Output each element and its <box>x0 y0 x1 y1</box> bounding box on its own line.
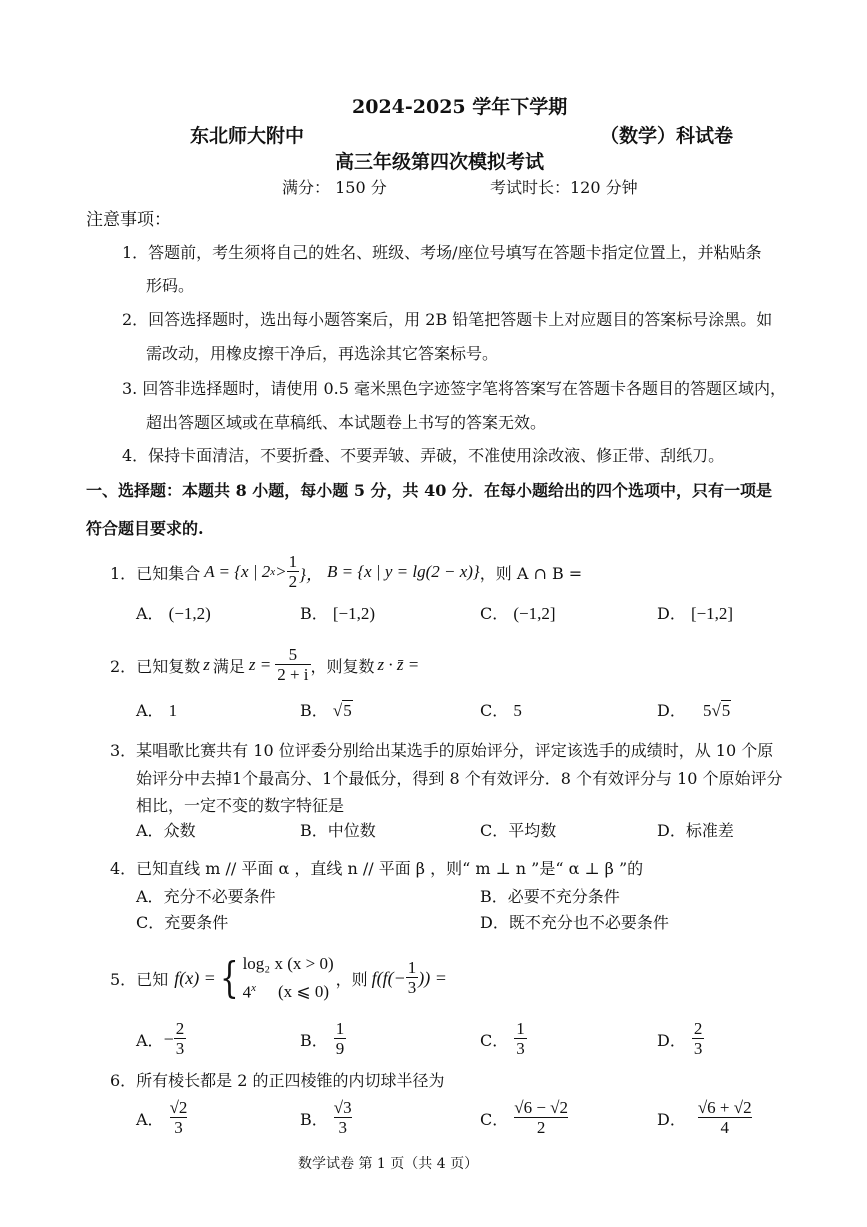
case-1: log₂ x (x > 0) <box>242 953 334 973</box>
notice-item-1-cont: 形码。 <box>146 276 195 295</box>
option-label: A． <box>136 1109 164 1129</box>
option-c <box>480 1014 527 1064</box>
question-number: 2． <box>110 656 137 676</box>
question-number: 5． <box>110 969 137 989</box>
denominator: 3 <box>516 1038 525 1058</box>
numerator: 1 <box>335 1018 345 1038</box>
option-value: [−1,2] <box>690 604 734 623</box>
option-label: A． <box>136 1030 164 1050</box>
case-2-base: 4 <box>242 982 252 1002</box>
page-footer: 数学试卷 第 1 页（共 4 页） <box>298 1156 479 1172</box>
notice-item-3: 3. 回答非选择题时，请使用 0.5 毫米黑色字迹签字笔将答案写在答题卡各题目的答题区域内， <box>122 379 786 398</box>
option-label: A． <box>136 701 164 720</box>
denominator: 2 <box>514 1117 568 1138</box>
denominator: 2 + i <box>277 664 309 684</box>
option-d <box>657 1093 752 1143</box>
question-4: 4．已知直线 m // 平面 α ，直线 n // 平面 β ，则“ m ⊥ n ”是“ α ⊥ β ”的 <box>110 859 644 878</box>
case-2 <box>243 976 334 1005</box>
question-text: 已知 <box>136 969 169 989</box>
notice-item-2: 2．回答选择题时，选出每小题答案后，用 2B 铅笔把答题卡上对应题目的答案标号涂黑。如 <box>122 310 773 329</box>
denominator: 3 <box>693 1038 703 1058</box>
fraction <box>170 1099 188 1138</box>
option-value: (−1,2) <box>168 604 211 623</box>
notice-item-3-cont: 超出答题区域或在草稿纸、本试题卷上书写的答案无效。 <box>146 413 547 432</box>
option-value: 5 <box>721 701 731 720</box>
option-label: C． <box>480 821 509 840</box>
numerator: 1 <box>407 957 417 977</box>
fraction <box>514 1099 568 1138</box>
numerator: 2 <box>175 1018 185 1038</box>
function-lhs: f(x) = <box>174 967 216 988</box>
option-a <box>136 601 211 624</box>
option-b <box>300 601 375 624</box>
option-value: 既不充分也不必要条件 <box>508 913 669 932</box>
option-a <box>136 884 276 907</box>
option-value: 5 <box>343 701 352 720</box>
option-d <box>480 910 669 933</box>
question-tail: ，则复数 <box>310 656 375 676</box>
denominator: 3 <box>175 1038 185 1058</box>
question-text: 已知复数 <box>136 656 201 676</box>
numerator: √6 + √2 <box>697 1097 752 1117</box>
option-label: B． <box>480 887 508 906</box>
denominator: 2 <box>288 571 298 591</box>
option-a <box>136 1014 186 1064</box>
sqrt-expression: √5 <box>332 701 352 720</box>
numerator: 1 <box>288 551 298 571</box>
fraction <box>174 1020 187 1059</box>
option-value: 1 <box>168 701 178 720</box>
option-label: C． <box>480 1109 509 1129</box>
numerator: √2 <box>169 1097 188 1117</box>
option-a <box>136 818 196 841</box>
option-a <box>136 698 177 721</box>
option-label: D． <box>657 1030 686 1050</box>
question-text: 满足 <box>212 656 245 676</box>
denominator: 3 <box>334 1117 352 1138</box>
option-a <box>136 1093 187 1143</box>
question-6: 6．所有棱长都是 2 的正四棱锥的内切球半径为 <box>110 1071 445 1090</box>
option-label: D． <box>657 604 686 623</box>
question-number: 1． <box>110 563 137 583</box>
composite-expr-end: )) = <box>418 967 447 988</box>
option-label: B． <box>300 1030 328 1050</box>
option-d <box>657 601 733 624</box>
exam-year: 2024-2025 学年下学期 <box>352 96 568 118</box>
option-sign: − <box>163 1028 174 1049</box>
fraction <box>406 959 419 998</box>
set-a-gt: > <box>275 562 287 581</box>
option-label: B． <box>300 604 328 623</box>
option-d <box>657 818 734 841</box>
set-a-end: }， <box>299 564 323 584</box>
notice-item-4: 4．保持卡面清洁，不要折叠、不要弄皱、弄破，不准使用涂改液、修正带、刮纸刀。 <box>122 446 725 465</box>
question-2 <box>110 640 419 690</box>
question-tail: ，则 <box>335 969 368 989</box>
fraction <box>692 1020 705 1059</box>
option-b <box>300 1014 346 1064</box>
option-value: [−1,2) <box>332 604 376 623</box>
option-b <box>300 698 353 721</box>
denominator: 3 <box>407 977 417 997</box>
set-a-exponent: x <box>270 566 276 578</box>
option-label: C． <box>136 913 165 932</box>
notice-item-1: 1．答题前，考生须将自己的姓名、班级、考场/座位号填写在答题卡指定位置上，并粘贴条 <box>122 243 762 262</box>
denominator: 4 <box>698 1117 752 1138</box>
option-d <box>657 1014 704 1064</box>
full-score: 满分： 150 分 <box>282 178 387 197</box>
fraction <box>275 646 310 685</box>
sqrt-expression: √5 <box>711 701 731 720</box>
option-label: A． <box>136 821 164 840</box>
option-value: 众数 <box>163 821 196 840</box>
numerator: 1 <box>516 1018 525 1038</box>
fraction <box>698 1099 752 1138</box>
question-1 <box>110 547 582 597</box>
case-2-exponent: x <box>251 981 256 994</box>
piecewise-cases <box>243 952 334 1005</box>
option-label: B． <box>300 1109 328 1129</box>
school-name: 东北师大附中 <box>190 125 305 147</box>
option-label: A． <box>136 604 164 623</box>
denominator: 3 <box>170 1117 188 1138</box>
subject-title: （数学）科试卷 <box>600 125 734 147</box>
fraction <box>287 553 300 592</box>
option-value: 充要条件 <box>164 913 229 932</box>
option-value: (−1,2] <box>513 604 556 623</box>
variable-z: z <box>203 655 210 674</box>
option-value: 充分不必要条件 <box>163 887 276 906</box>
question-3-cont: 相比，一定不变的数字特征是 <box>136 796 345 815</box>
set-b: B = {x | y = lg(2 − x)} <box>326 562 480 581</box>
option-label: D． <box>657 1109 686 1129</box>
notice-item-2-cont: 需改动，用橡皮擦干净后，再选涂其它答案标号。 <box>146 344 499 363</box>
option-c <box>136 910 228 933</box>
notice-title: 注意事项： <box>86 210 171 230</box>
option-b <box>300 818 376 841</box>
option-label: A． <box>136 887 164 906</box>
question-tail: ，则 A ∩ B = <box>479 563 583 583</box>
question-3: 3．某唱歌比赛共有 10 位评委分别给出某选手的原始评分，评定该选手的成绩时，从 10 个原 <box>110 741 774 760</box>
option-label: D． <box>480 913 509 932</box>
option-label: C． <box>480 604 509 623</box>
case-2-condition: (x ⩽ 0) <box>277 982 330 1002</box>
option-value: 5 <box>513 701 522 720</box>
section-title: 一、选择题：本题共 8 小题，每小题 5 分，共 40 分．在每小题给出的四个选项中，只有一项是 <box>86 481 772 500</box>
fraction <box>334 1099 352 1138</box>
set-a-lhs: A = {x | 2 <box>204 562 271 581</box>
product-expression: z · z̄ = <box>377 655 420 674</box>
numerator: 5 <box>288 644 298 664</box>
option-label: D． <box>657 821 686 840</box>
option-c <box>480 601 556 624</box>
option-d <box>657 698 731 721</box>
option-value: 必要不充分条件 <box>507 887 620 906</box>
option-label: C． <box>480 701 509 720</box>
option-label: C． <box>480 1030 509 1050</box>
question-text: 已知集合 <box>136 563 201 583</box>
option-coefficient: 5 <box>702 701 712 720</box>
option-c <box>480 698 522 721</box>
exam-title: 高三年级第四次模拟考试 <box>335 151 545 173</box>
option-value: 中位数 <box>327 821 376 840</box>
exam-duration: 考试时长：120 分钟 <box>490 178 638 197</box>
numerator: 2 <box>693 1018 703 1038</box>
option-b <box>300 1093 352 1143</box>
option-c <box>480 818 556 841</box>
option-label: B． <box>300 701 328 720</box>
section-title-cont: 符合题目要求的. <box>86 519 204 538</box>
option-value: 平均数 <box>508 821 557 840</box>
option-value: 标准差 <box>685 821 734 840</box>
fraction <box>514 1020 527 1059</box>
numerator: √6 − √2 <box>514 1097 568 1117</box>
fraction <box>334 1020 347 1059</box>
piecewise-brace: { <box>219 953 239 1002</box>
question-5 <box>110 948 447 1008</box>
option-label: D． <box>657 701 686 720</box>
composite-expr: f(f(− <box>371 967 406 988</box>
numerator: √3 <box>333 1097 352 1117</box>
option-c <box>480 1093 568 1143</box>
denominator: 9 <box>335 1038 345 1058</box>
option-b <box>480 884 620 907</box>
option-label: B． <box>300 821 328 840</box>
question-3-cont: 始评分中去掉1个最高分、1个最低分，得到 8 个有效评分．8 个有效评分与 10 个原始评分 <box>136 769 783 788</box>
equation-lhs: z = <box>248 655 272 674</box>
